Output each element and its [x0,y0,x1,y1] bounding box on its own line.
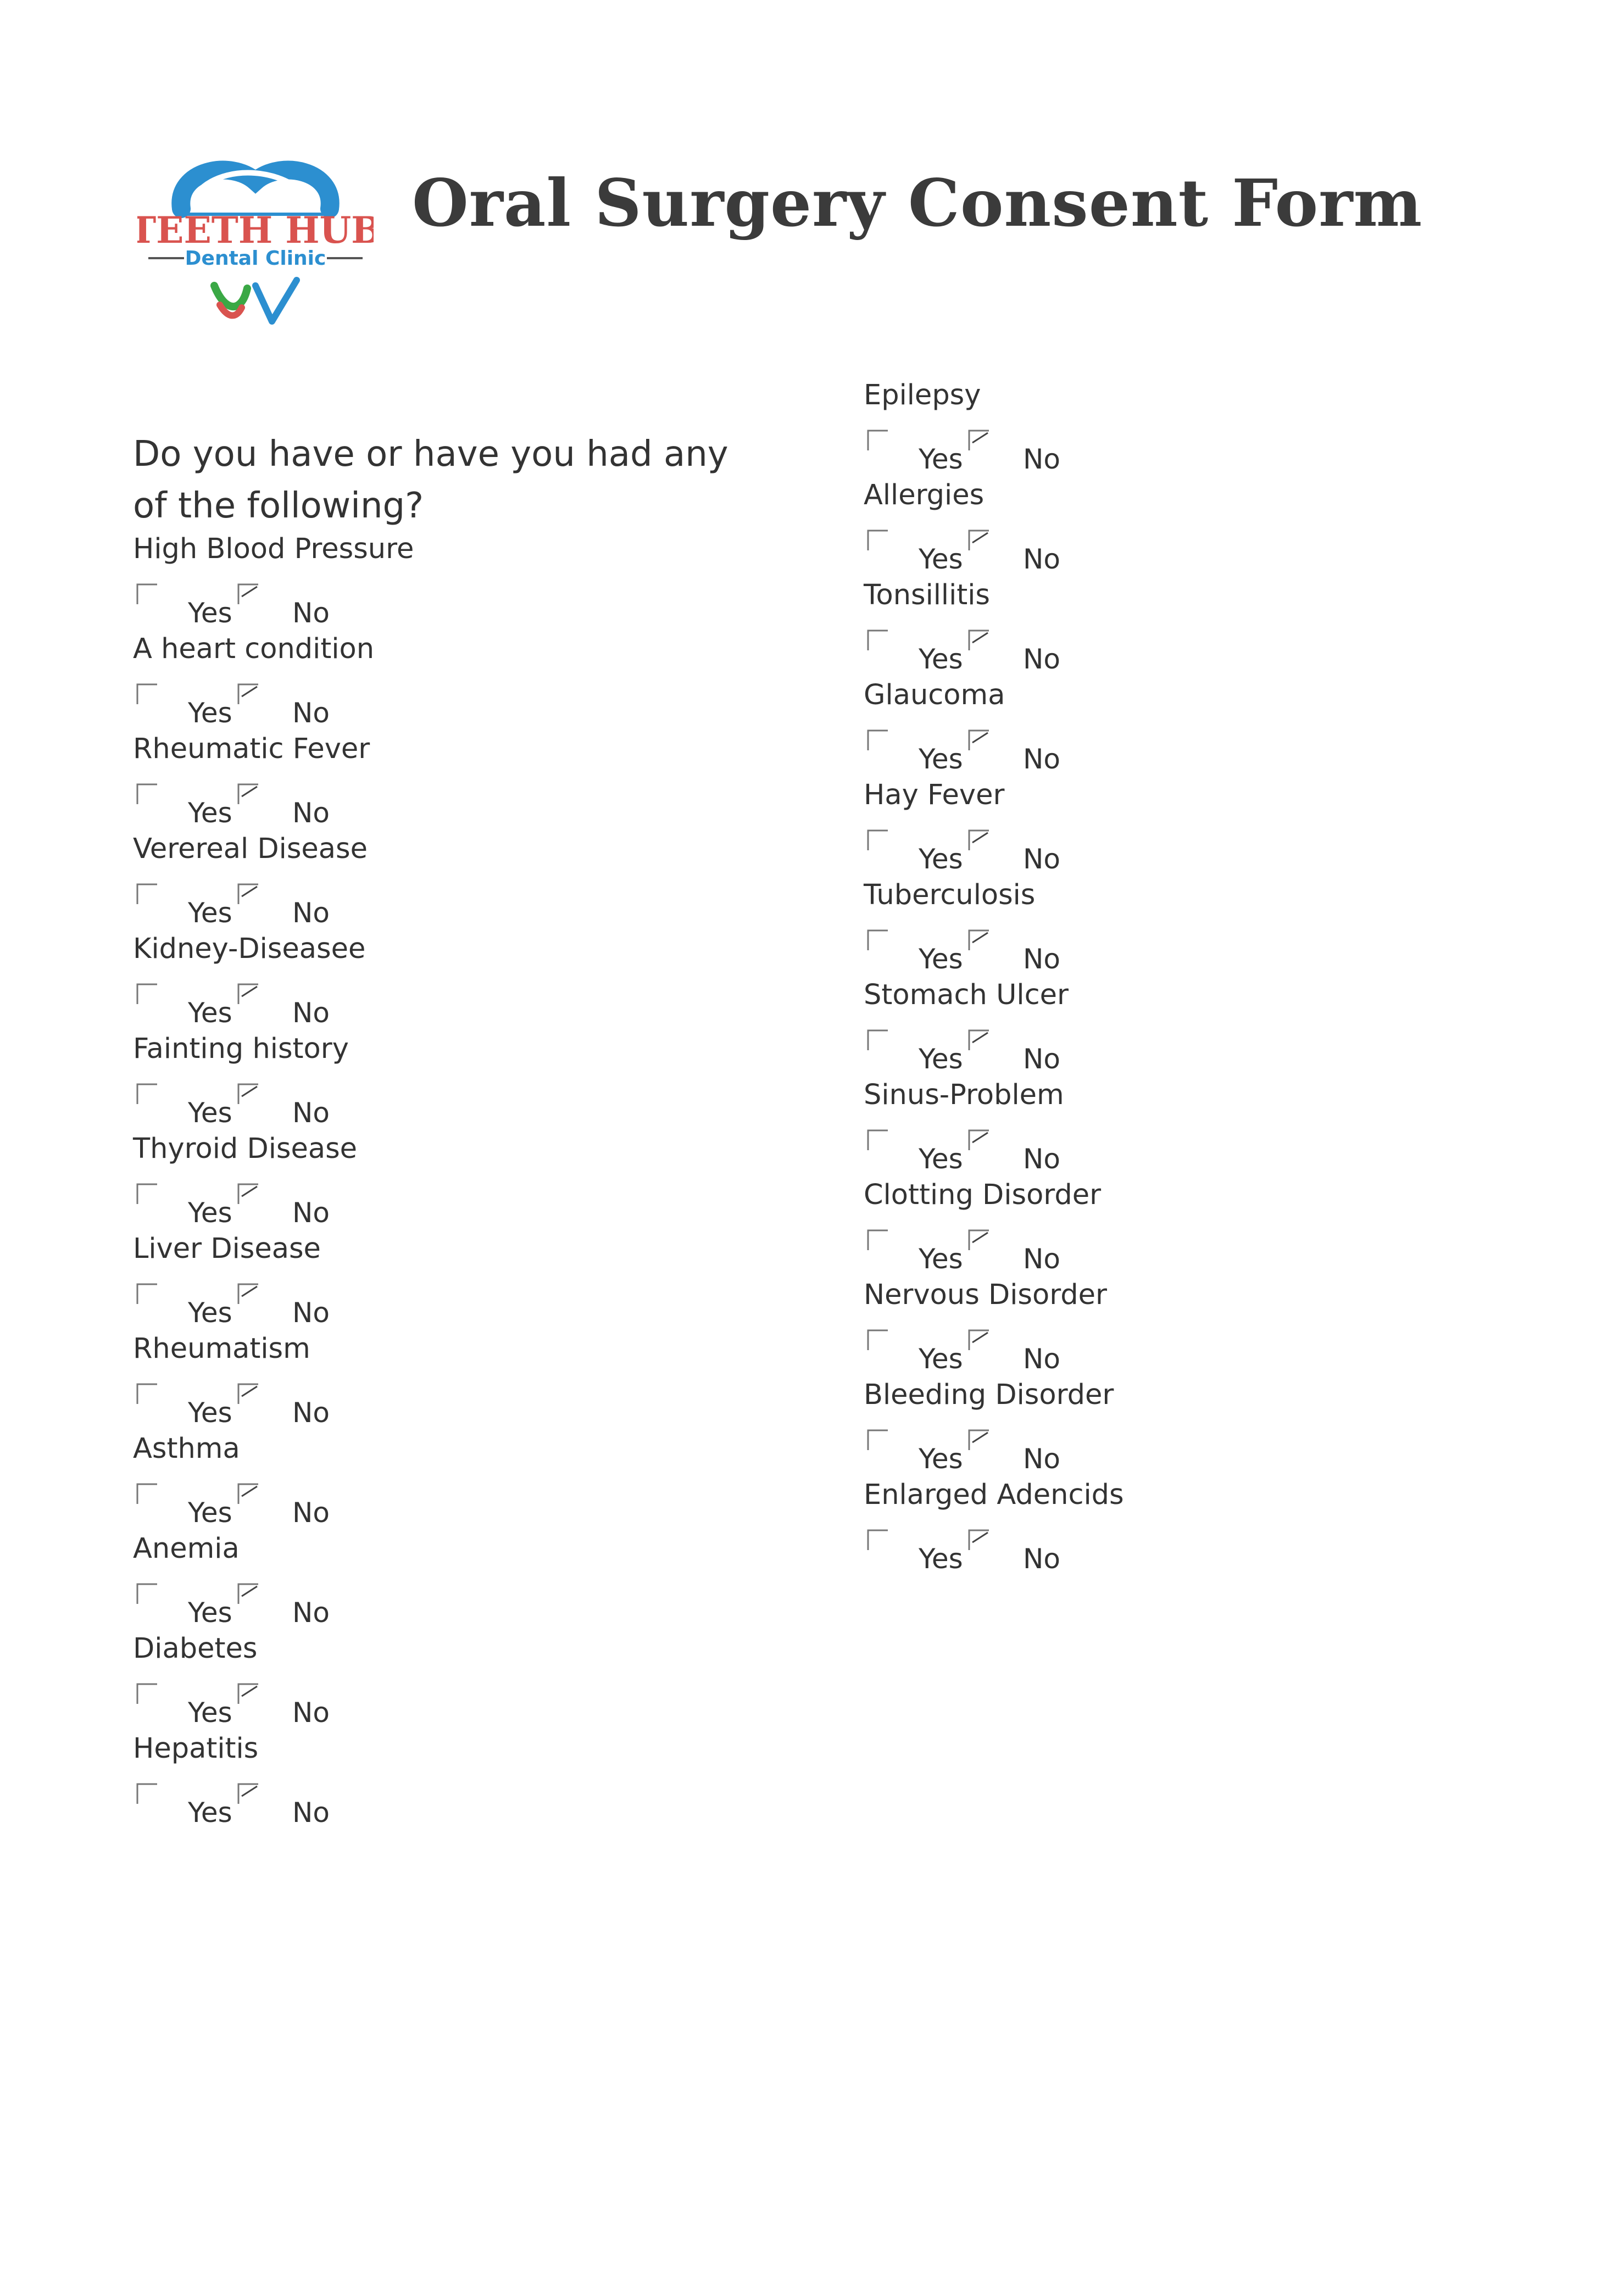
condition-label: Rheumatism [133,1333,310,1365]
no-checkbox[interactable] [968,729,990,751]
no-label: No [292,697,330,729]
no-checkbox[interactable] [237,983,259,1005]
no-label: No [1023,643,1060,675]
no-label: No [292,897,330,929]
condition-label: Tuberculosis [864,879,1036,911]
no-checkbox[interactable] [968,629,990,651]
condition-label: Verereal Disease [133,833,368,865]
yes-checkbox[interactable] [136,983,158,1005]
condition-label: Hay Fever [864,779,1005,811]
no-label: No [292,1597,330,1629]
yes-checkbox[interactable] [136,1583,158,1605]
yes-checkbox[interactable] [867,530,889,551]
yes-checkbox[interactable] [867,629,889,651]
no-checkbox[interactable] [968,530,990,551]
condition-label: Sinus-Problem [864,1079,1064,1111]
yes-checkbox[interactable] [867,430,889,452]
yes-label: Yes [919,643,963,675]
no-checkbox[interactable] [968,1529,990,1551]
medical-history-question: Do you have or have you had any of the following? [133,434,728,526]
yes-label: Yes [188,1397,232,1429]
no-label: No [1023,443,1060,475]
condition-label: A heart condition [133,633,375,665]
yes-checkbox[interactable] [136,883,158,905]
no-label: No [292,797,330,829]
no-label: No [292,1097,330,1129]
yes-checkbox[interactable] [867,1029,889,1051]
no-checkbox[interactable] [968,929,990,951]
no-label: No [292,1697,330,1729]
yes-checkbox[interactable] [136,783,158,805]
no-label: No [1023,1343,1060,1375]
no-checkbox[interactable] [968,1429,990,1451]
no-checkbox[interactable] [237,783,259,805]
yes-label: Yes [188,1797,232,1829]
no-label: No [292,1497,330,1529]
no-checkbox[interactable] [968,1229,990,1251]
yes-label: Yes [919,1143,963,1175]
condition-label: Thyroid Disease [133,1133,358,1165]
no-label: No [292,1297,330,1329]
no-checkbox[interactable] [968,1329,990,1351]
condition-label: Kidney-Diseasee [133,933,366,965]
no-checkbox[interactable] [237,583,259,605]
condition-label: Liver Disease [133,1233,321,1265]
no-checkbox[interactable] [968,430,990,452]
no-checkbox[interactable] [968,1029,990,1051]
yes-label: Yes [919,743,963,775]
no-label: No [1023,1443,1060,1475]
yes-checkbox[interactable] [136,1783,158,1805]
condition-label: Enlarged Adencids [864,1479,1124,1511]
yes-checkbox[interactable] [867,1229,889,1251]
condition-label: Rheumatic Fever [133,733,370,765]
no-label: No [1023,743,1060,775]
no-label: No [292,1197,330,1229]
logo-subtext: Dental Clinic [185,247,326,270]
no-label: No [1023,1043,1060,1075]
condition-label: High Blood Pressure [133,533,414,565]
condition-label: Stomach Ulcer [864,979,1069,1011]
yes-label: Yes [919,1043,963,1075]
yes-label: Yes [188,697,232,729]
yes-checkbox[interactable] [136,1183,158,1205]
no-label: No [292,1797,330,1829]
condition-label: Bleeding Disorder [864,1379,1114,1411]
no-label: No [292,597,330,629]
yes-label: Yes [919,843,963,875]
yes-label: Yes [919,1343,963,1375]
condition-label: Epilepsy [864,379,981,411]
yes-label: Yes [188,1197,232,1229]
condition-label: Hepatitis [133,1732,259,1765]
no-label: No [1023,1543,1060,1575]
yes-label: Yes [188,1097,232,1129]
no-checkbox[interactable] [237,1683,259,1705]
yes-label: Yes [188,1697,232,1729]
yes-label: Yes [919,543,963,575]
yes-checkbox[interactable] [136,1683,158,1705]
yes-label: Yes [919,443,963,475]
yes-checkbox[interactable] [867,929,889,951]
no-label: No [1023,943,1060,975]
yes-label: Yes [919,1543,963,1575]
yes-checkbox[interactable] [136,1283,158,1305]
yes-label: Yes [919,943,963,975]
yes-checkbox[interactable] [136,683,158,705]
yes-checkbox[interactable] [136,1383,158,1405]
no-checkbox[interactable] [968,829,990,851]
no-checkbox[interactable] [237,683,259,705]
no-label: No [292,1397,330,1429]
condition-label: Fainting history [133,1033,349,1065]
no-checkbox[interactable] [237,1483,259,1505]
yes-label: Yes [188,1297,232,1329]
yes-label: Yes [919,1243,963,1275]
yes-label: Yes [188,1597,232,1629]
no-checkbox[interactable] [237,1583,259,1605]
no-checkbox[interactable] [237,1783,259,1805]
no-label: No [1023,543,1060,575]
condition-label: Diabetes [133,1632,258,1665]
yes-checkbox[interactable] [867,1329,889,1351]
yes-checkbox[interactable] [867,1129,889,1151]
logo-text: TEETH HUB [137,209,374,252]
yes-label: Yes [188,597,232,629]
no-label: No [1023,1143,1060,1175]
yes-checkbox[interactable] [867,1529,889,1551]
yes-checkbox[interactable] [136,1083,158,1105]
yes-checkbox[interactable] [867,1429,889,1451]
no-checkbox[interactable] [237,1083,259,1105]
condition-label: Glaucoma [864,679,1005,711]
condition-label: Clotting Disorder [864,1179,1102,1211]
no-checkbox[interactable] [237,1383,259,1405]
yes-checkbox[interactable] [867,829,889,851]
no-checkbox[interactable] [968,1129,990,1151]
yes-checkbox[interactable] [867,729,889,751]
yes-label: Yes [188,797,232,829]
condition-label: Tonsillitis [864,579,990,611]
yes-label: Yes [919,1443,963,1475]
form-title: Oral Surgery Consent Form [412,165,1423,241]
yes-checkbox[interactable] [136,1483,158,1505]
yes-label: Yes [188,1497,232,1529]
yes-label: Yes [188,997,232,1029]
no-checkbox[interactable] [237,1183,259,1205]
no-label: No [1023,1243,1060,1275]
tooth-logo-icon [137,148,374,335]
yes-checkbox[interactable] [136,583,158,605]
condition-label: Allergies [864,479,985,511]
no-label: No [292,997,330,1029]
condition-label: Nervous Disorder [864,1279,1107,1311]
yes-label: Yes [188,897,232,929]
no-label: No [1023,843,1060,875]
clinic-logo [137,148,374,335]
condition-label: Anemia [133,1532,240,1565]
no-checkbox[interactable] [237,1283,259,1305]
condition-label: Asthma [133,1433,240,1465]
no-checkbox[interactable] [237,883,259,905]
